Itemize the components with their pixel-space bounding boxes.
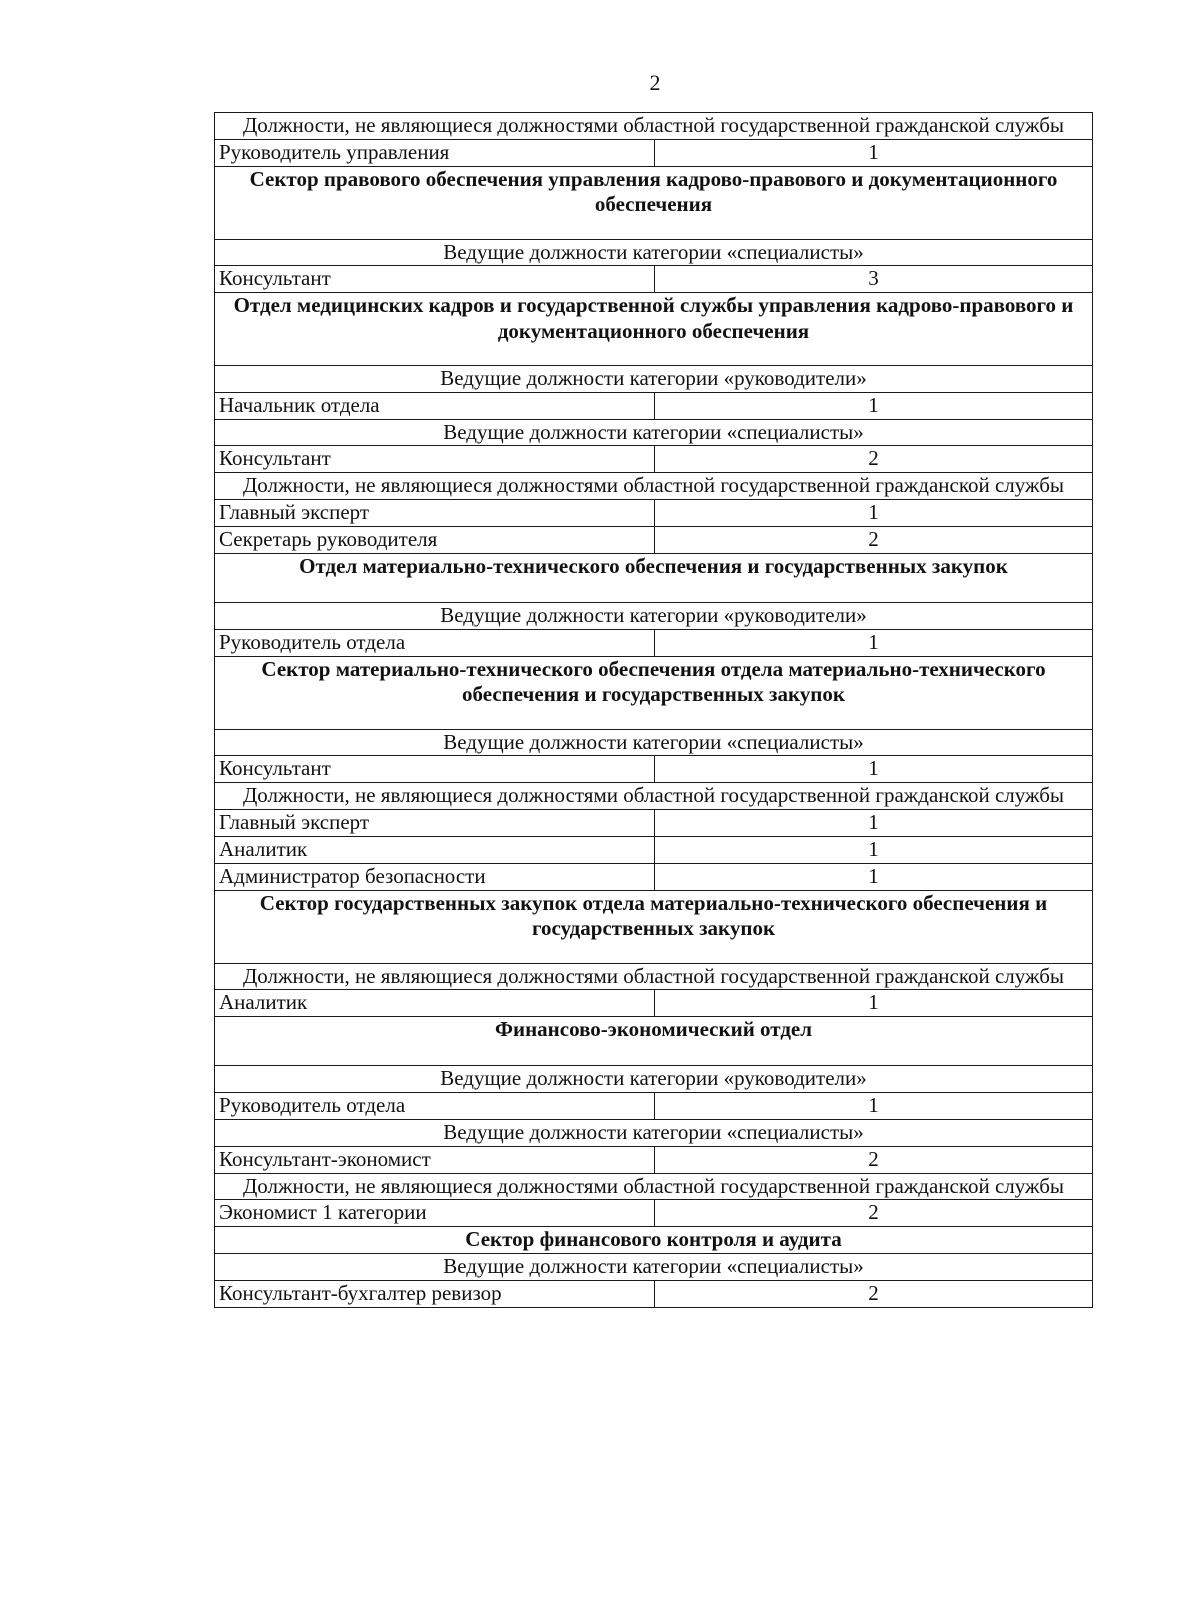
category-heading: Ведущие должности категории «специалисты»: [215, 729, 1093, 756]
position-count: 1: [655, 139, 1093, 166]
section-header-row: [215, 1227, 1093, 1254]
position-title: Главный эксперт: [215, 809, 655, 836]
position-count: 1: [655, 990, 1093, 1017]
position-row: [215, 629, 1093, 656]
category-heading: Ведущие должности категории «специалисты»: [215, 1253, 1093, 1280]
position-row: [215, 1280, 1093, 1307]
category-heading: Должности, не являющиеся должностями областной государственной гражданской службы: [215, 963, 1093, 990]
position-title: Секретарь руководителя: [215, 527, 655, 554]
category-row: [215, 419, 1093, 446]
section-header-row: [215, 656, 1093, 729]
category-row: [215, 603, 1093, 630]
category-heading: Ведущие должности категории «специалисты»: [215, 1120, 1093, 1147]
position-count: 1: [655, 863, 1093, 890]
position-title: Руководитель отдела: [215, 1093, 655, 1120]
category-row: [215, 239, 1093, 266]
category-heading: Ведущие должности категории «руководители»: [215, 603, 1093, 630]
position-count: 1: [655, 629, 1093, 656]
position-row: [215, 266, 1093, 293]
position-row: [215, 990, 1093, 1017]
section-heading: Отдел медицинских кадров и государственной службы управления кадрово-правового и документационного обеспечения: [215, 293, 1093, 366]
position-count: 1: [655, 836, 1093, 863]
category-row: [215, 473, 1093, 500]
category-heading: Ведущие должности категории «специалисты»: [215, 419, 1093, 446]
position-row: [215, 139, 1093, 166]
position-row: [215, 756, 1093, 783]
category-heading: Ведущие должности категории «специалисты»: [215, 239, 1093, 266]
position-title: Главный эксперт: [215, 500, 655, 527]
section-header-row: [215, 1017, 1093, 1066]
category-row: [215, 1066, 1093, 1093]
position-row: [215, 836, 1093, 863]
position-count: 1: [655, 1093, 1093, 1120]
position-title: Руководитель отдела: [215, 629, 655, 656]
section-heading: Сектор материально-технического обеспечения отдела материально-технического обеспечения и государственных закупок: [215, 656, 1093, 729]
position-row: [215, 1146, 1093, 1173]
category-row: [215, 1253, 1093, 1280]
position-row: [215, 1200, 1093, 1227]
section-heading: Сектор правового обеспечения управления кадрово-правового и документационного обеспечения: [215, 166, 1093, 239]
category-row: [215, 366, 1093, 393]
position-title: Администратор безопасности: [215, 863, 655, 890]
position-row: [215, 1093, 1093, 1120]
position-title: Аналитик: [215, 836, 655, 863]
category-row: [215, 963, 1093, 990]
position-count: 1: [655, 809, 1093, 836]
position-title: Консультант-экономист: [215, 1146, 655, 1173]
position-title: Начальник отдела: [215, 392, 655, 419]
section-header-row: [215, 166, 1093, 239]
position-count: 1: [655, 392, 1093, 419]
position-title: Консультант-бухгалтер ревизор: [215, 1280, 655, 1307]
section-header-row: [215, 554, 1093, 603]
position-count: 3: [655, 266, 1093, 293]
category-heading: Ведущие должности категории «руководители»: [215, 1066, 1093, 1093]
position-title: Руководитель управления: [215, 139, 655, 166]
staffing-table: [214, 112, 1093, 1308]
position-count: 2: [655, 527, 1093, 554]
position-title: Консультант: [215, 756, 655, 783]
page-number: 2: [649, 70, 661, 95]
section-heading: Сектор финансового контроля и аудита: [215, 1227, 1093, 1254]
position-count: 2: [655, 1200, 1093, 1227]
category-heading: Должности, не являющиеся должностями областной государственной гражданской службы: [215, 1173, 1093, 1200]
position-row: [215, 446, 1093, 473]
category-row: [215, 729, 1093, 756]
position-count: 2: [655, 1146, 1093, 1173]
position-row: [215, 863, 1093, 890]
position-count: 2: [655, 1280, 1093, 1307]
position-count: 2: [655, 446, 1093, 473]
category-row: [215, 1120, 1093, 1147]
position-title: Аналитик: [215, 990, 655, 1017]
category-heading: Ведущие должности категории «руководители»: [215, 366, 1093, 393]
category-row: [215, 113, 1093, 140]
section-header-row: [215, 890, 1093, 963]
category-heading: Должности, не являющиеся должностями областной государственной гражданской службы: [215, 783, 1093, 810]
section-heading: Отдел материально-технического обеспечения и государственных закупок: [215, 554, 1093, 603]
category-row: [215, 783, 1093, 810]
section-heading: Финансово-экономический отдел: [215, 1017, 1093, 1066]
category-heading: Должности, не являющиеся должностями областной государственной гражданской службы: [215, 473, 1093, 500]
position-row: [215, 500, 1093, 527]
position-title: Экономист 1 категории: [215, 1200, 655, 1227]
category-heading: Должности, не являющиеся должностями областной государственной гражданской службы: [215, 113, 1093, 140]
position-count: 1: [655, 756, 1093, 783]
position-title: Консультант: [215, 266, 655, 293]
position-count: 1: [655, 500, 1093, 527]
staffing-table-body: [215, 113, 1093, 1308]
section-header-row: [215, 293, 1093, 366]
position-title: Консультант: [215, 446, 655, 473]
position-row: [215, 809, 1093, 836]
section-heading: Сектор государственных закупок отдела материально-технического обеспечения и государственных закупок: [215, 890, 1093, 963]
position-row: [215, 392, 1093, 419]
category-row: [215, 1173, 1093, 1200]
position-row: [215, 527, 1093, 554]
